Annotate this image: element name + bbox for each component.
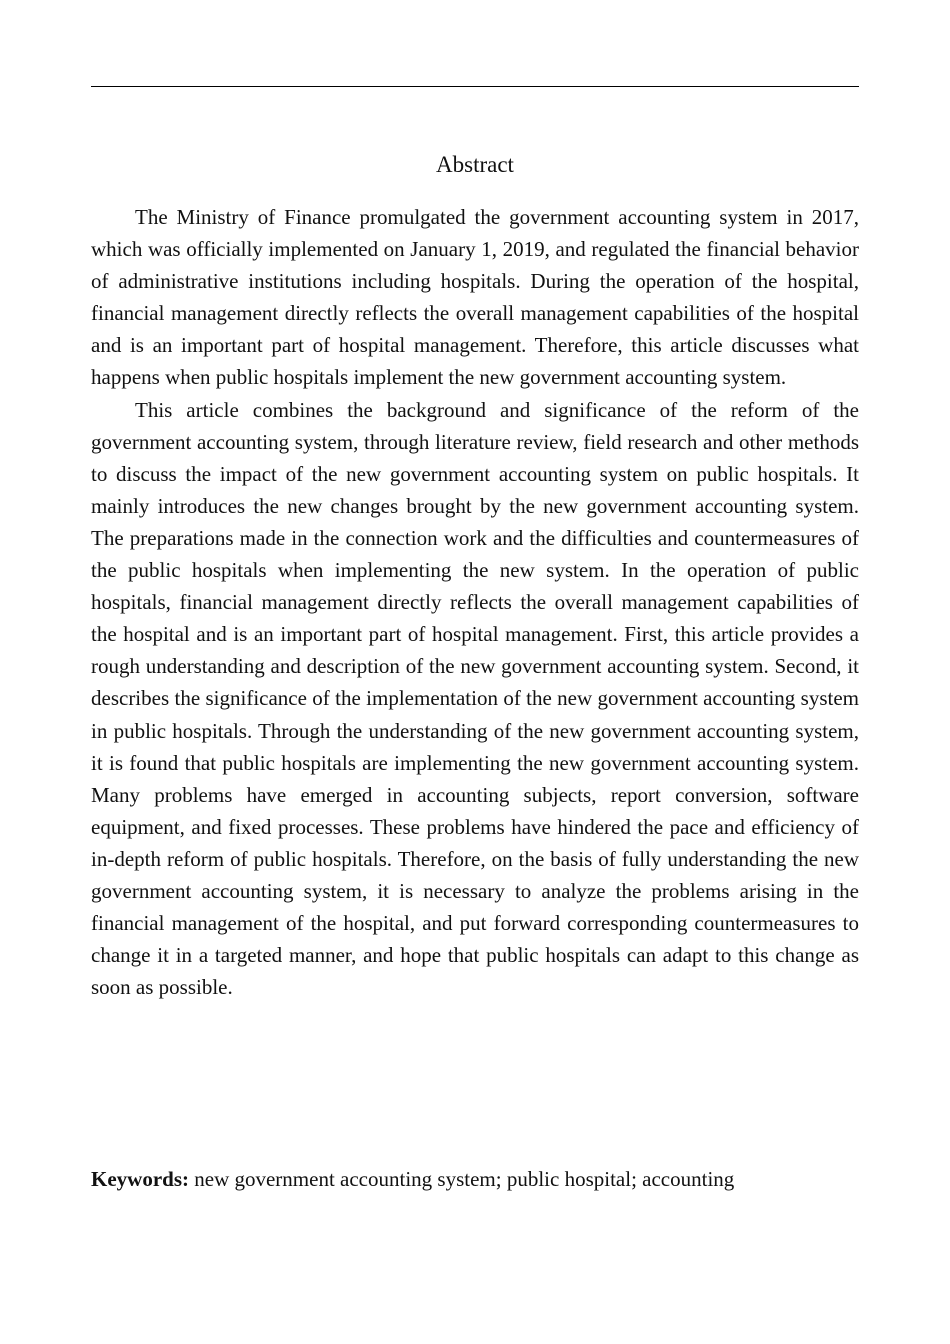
abstract-paragraph-1: The Ministry of Finance promulgated the government accounting system in 2017, which was officially implemented on January 1, 2019, and regulated the financial behavior of administrative institutions including hospitals. During the operation of the hospital, financial management directly reflects the overall management capabilities of the hospital and is an important part of hospital management. Therefore, this article discusses what happens when public hospitals implement the new government accounting system. xyxy=(91,205,859,390)
keywords-line xyxy=(91,1164,859,1194)
header-rule xyxy=(91,86,859,87)
keywords-text: new government accounting system; public hospital; accounting xyxy=(194,1167,735,1191)
keywords-label: Keywords: xyxy=(91,1167,189,1191)
abstract-paragraph-2: This article combines the background and significance of the reform of the government accounting system, through literature review, field research and other methods to discuss the impact of the new government accounting system on public hospitals. It mainly introduces the new changes brought by the new government accounting system. The preparations made in the connection work and the difficulties and countermeasures of the public hospitals when implementing the new system. In the operation of public hospitals, financial management directly reflects the overall management capabilities of the hospital and is an important part of hospital management. First, this article provides a rough understanding and description of the new government accounting system. Second, it describes the significance of the implementation of the new government accounting system in public hospitals. Through the understanding of the new government accounting system, it is found that public hospitals are implementing the new government accounting system. Many problems have emerged in accounting subjects, report conversion, software equipment, and fixed processes. These problems have hindered the pace and efficiency of in-depth reform of public hospitals. Therefore, on the basis of fully understanding the new government accounting system, it is necessary to analyze the problems arising in the financial management of the hospital, and put forward corresponding countermeasures to change it in a targeted manner, and hope that public hospitals can adapt to this change as soon as possible. xyxy=(91,397,859,1000)
abstract-body xyxy=(91,201,859,1003)
abstract-title: Abstract xyxy=(436,152,514,177)
